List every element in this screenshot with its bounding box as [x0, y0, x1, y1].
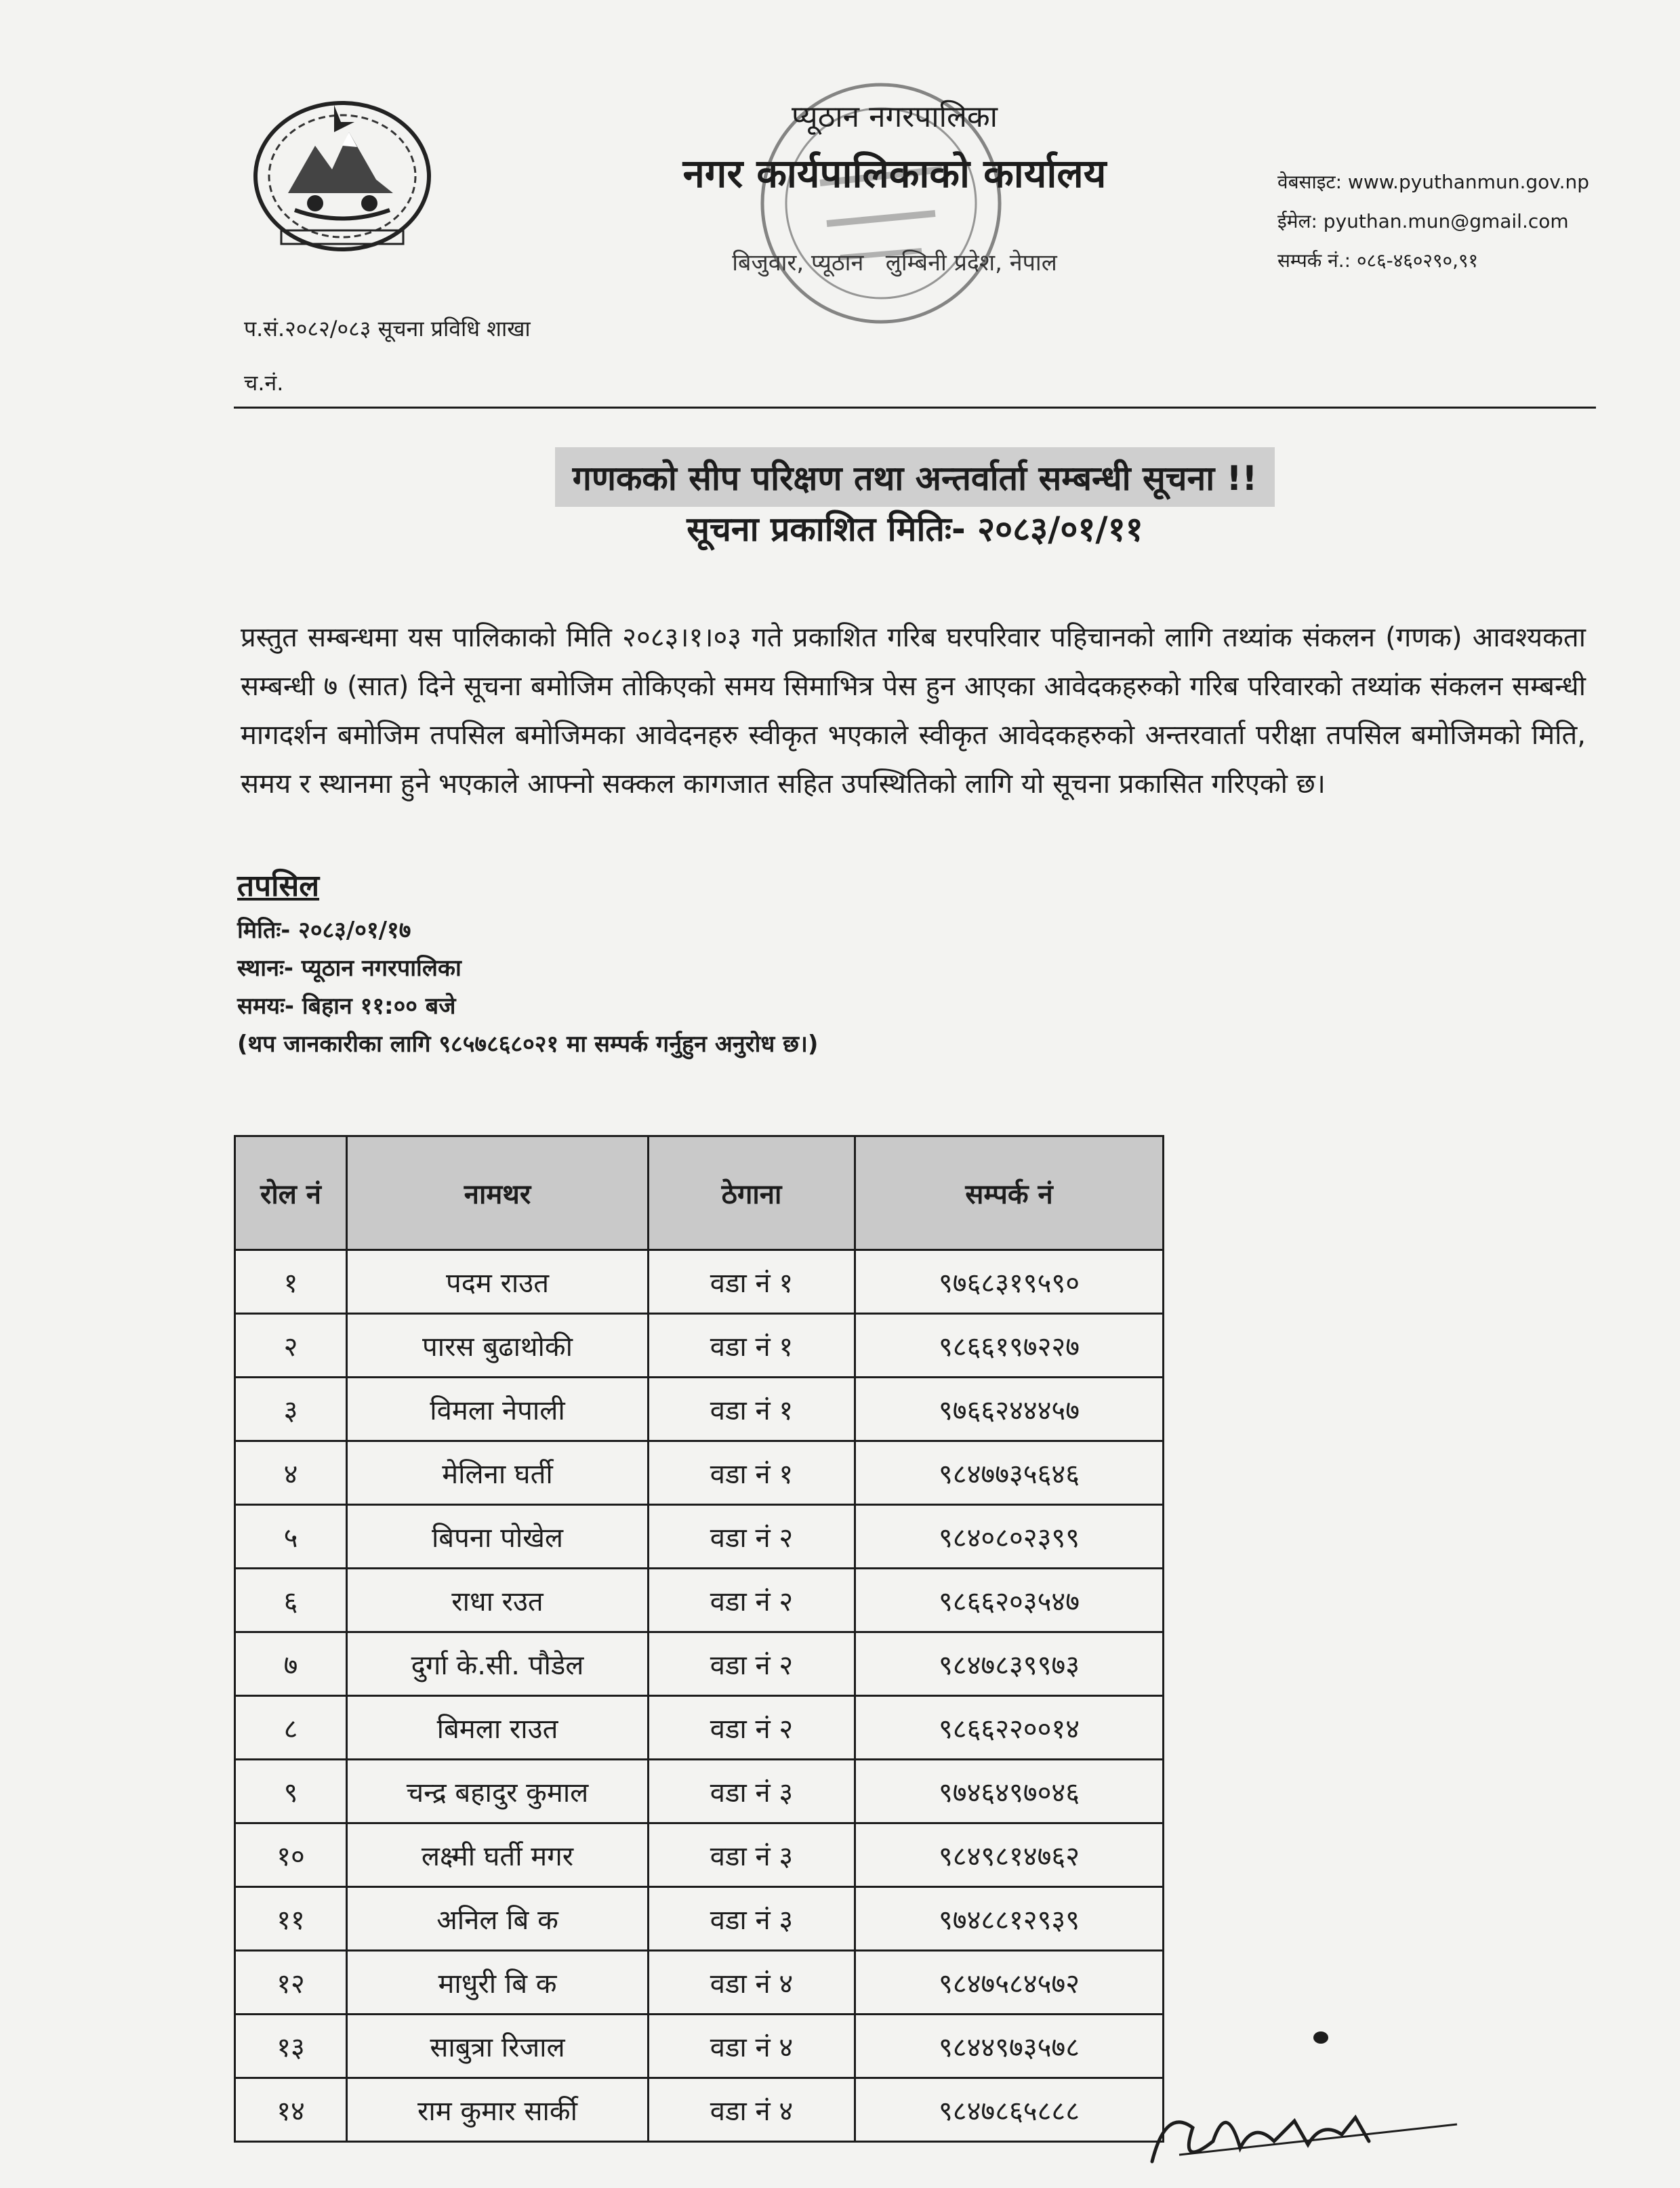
municipality-name: प्यूठान नगरपालिका: [791, 100, 998, 134]
notice-title: गणकको सीप परिक्षण तथा अन्तर्वार्ता सम्बन्धी सूचना !!: [555, 447, 1275, 507]
table-row: [235, 1314, 1164, 1378]
ink-dot: [1313, 2031, 1328, 2044]
interview-details: [237, 911, 818, 1063]
email-line: ईमेल: pyuthan.mun@gmail.com: [1277, 210, 1569, 232]
cell-address: वडा नं ४: [649, 1951, 855, 2015]
table-row: [235, 1951, 1164, 2015]
cell-contact: ९८६६१९७२२७: [855, 1314, 1164, 1378]
table-row: [235, 1250, 1164, 1314]
cell-address: वडा नं ३: [649, 1760, 855, 1823]
cell-contact: ९७६६२४४४५७: [855, 1378, 1164, 1441]
cell-name: पदम राउत: [347, 1250, 649, 1314]
cell-name: राम कुमार सार्की: [347, 2078, 649, 2142]
cell-contact: ९८४४९७३५७८: [855, 2015, 1164, 2078]
cell-roll: १: [235, 1250, 347, 1314]
cell-contact: ९७४६४९७०४६: [855, 1760, 1164, 1823]
cell-contact: ९८४९८१४७६२: [855, 1823, 1164, 1887]
published-date: सूचना प्रकाशित मितिः- २०८३/०१/११: [687, 510, 1143, 549]
cell-roll: ६: [235, 1569, 347, 1632]
header-contact: सम्पर्क नं: [855, 1136, 1164, 1250]
cell-name: राधा रउत: [347, 1569, 649, 1632]
cell-name: पारस बुढाथोकी: [347, 1314, 649, 1378]
cell-address: वडा नं ४: [649, 2078, 855, 2142]
cell-contact: ९८४७८३९९७३: [855, 1632, 1164, 1696]
dispatch-number: च.नं.: [244, 370, 284, 396]
cell-roll: ५: [235, 1505, 347, 1569]
cell-address: वडा नं १: [649, 1250, 855, 1314]
cell-name: बिपना पोखेल: [347, 1505, 649, 1569]
cell-name: मेलिना घर्ती: [347, 1441, 649, 1505]
cell-address: वडा नं २: [649, 1696, 855, 1760]
cell-address: वडा नं १: [649, 1314, 855, 1378]
cell-name: विमला नेपाली: [347, 1378, 649, 1441]
table-row: [235, 1378, 1164, 1441]
cell-name: बिमला राउत: [347, 1696, 649, 1760]
cell-roll: ७: [235, 1632, 347, 1696]
office-location: [610, 246, 1179, 277]
header-divider: [234, 407, 1596, 409]
cell-address: वडा नं १: [649, 1441, 855, 1505]
nepal-emblem-icon: [247, 91, 437, 261]
cell-address: वडा नं ४: [649, 2015, 855, 2078]
cell-address: वडा नं २: [649, 1505, 855, 1569]
cell-name: चन्द्र बहादुर कुमाल: [347, 1760, 649, 1823]
notice-body: प्रस्तुत सम्बन्धमा यस पालिकाको मिति २०८३।१।०३ गते प्रकाशित गरिब घरपरिवार पहिचानको लागि तथ्यांक संकलन (गणक) आवश्यकता सम्बन्धी ७ (सात) दिने सूचना बमोजिम तोकिएको समय सिमाभित्र पेस हुन आएका आवेदकहरुको गरिब परिवारको तथ्यांक संकलन सम्बन्धी मागदर्शन बमोजिम तपसिल बमोजिमका आवेदनहरु स्वीकृत भएकाले स्वीकृत आवेदकहरुको अन्तरवार्ता परीक्षा तपसिल बमोजिमको मिति, समय र स्थानमा हुने भएकाले आफ्नो सक्कल कागजात सहित उपस्थितिको लागि यो सूचना प्रकासित गरिएको छ।: [241, 622, 1586, 800]
table-row: [235, 1441, 1164, 1505]
cell-roll: ८: [235, 1696, 347, 1760]
cell-contact: ९८४७८६५८८८: [855, 2078, 1164, 2142]
place-line: स्थानः- प्यूठान नगरपालिका: [237, 955, 462, 982]
cell-roll: १३: [235, 2015, 347, 2078]
notice-title-wrap: [0, 447, 1680, 507]
cell-roll: ११: [235, 1887, 347, 1951]
cell-contact: ९८६६२०३५४७: [855, 1569, 1164, 1632]
cell-name: साबुत्रा रिजाल: [347, 2015, 649, 2078]
table-row: [235, 1760, 1164, 1823]
office-name: नगर कार्यपालिकाको कार्यालय: [682, 150, 1107, 197]
location-name: बिजुवार, प्यूठान: [732, 249, 864, 276]
website-line: वेबसाइट: www.pyuthanmun.gov.np: [1277, 171, 1590, 193]
cell-roll: ९: [235, 1760, 347, 1823]
cell-contact: ९८४७५८४५७२: [855, 1951, 1164, 2015]
time-line: समयः- बिहान ११:०० बजे: [237, 993, 456, 1020]
cell-roll: १४: [235, 2078, 347, 2142]
cell-roll: ३: [235, 1378, 347, 1441]
cell-address: वडा नं २: [649, 1632, 855, 1696]
header-name: नामथर: [347, 1136, 649, 1250]
table-row: [235, 1505, 1164, 1569]
contact-line: (थप जानकारीका लागि ९८५७८६८०२१ मा सम्पर्क गर्नुहुन अनुरोध छ।): [237, 1031, 819, 1058]
phone-line: सम्पर्क नं.: ०८६-४६०२९०,९१: [1277, 249, 1479, 272]
table-header-row: [235, 1136, 1164, 1250]
province-name: लुम्बिनी प्रदेश, नेपाल: [885, 249, 1057, 276]
table-row: [235, 1632, 1164, 1696]
table-row: [235, 1696, 1164, 1760]
cell-address: वडा नं २: [649, 1569, 855, 1632]
cell-contact: ९७६८३१९५९०: [855, 1250, 1164, 1314]
applicants-table: [234, 1135, 1164, 2143]
cell-contact: ९८४७७३५६४६: [855, 1441, 1164, 1505]
table-row: [235, 1887, 1164, 1951]
signature-icon: [1139, 2080, 1464, 2182]
cell-name: अनिल बि क: [347, 1887, 649, 1951]
cell-name: दुर्गा के.सी. पौडेल: [347, 1632, 649, 1696]
cell-contact: ९८६६२२००१४: [855, 1696, 1164, 1760]
header-address: ठेगाना: [649, 1136, 855, 1250]
header-roll: रोल नं: [235, 1136, 347, 1250]
table-row: [235, 1823, 1164, 1887]
cell-contact: ९७४८८१२९३९: [855, 1887, 1164, 1951]
cell-address: वडा नं १: [649, 1378, 855, 1441]
contact-block: [1277, 163, 1589, 281]
cell-name: माधुरी बि क: [347, 1951, 649, 2015]
cell-address: वडा नं ३: [649, 1823, 855, 1887]
cell-roll: २: [235, 1314, 347, 1378]
table-row: [235, 1569, 1164, 1632]
cell-roll: ४: [235, 1441, 347, 1505]
cell-address: वडा नं ३: [649, 1887, 855, 1951]
cell-contact: ९८४०८०२३९९: [855, 1505, 1164, 1569]
table-row: [235, 2015, 1164, 2078]
cell-roll: १०: [235, 1823, 347, 1887]
table-row: [235, 2078, 1164, 2142]
reference-number: प.सं.२०८२/०८३ सूचना प्रविधि शाखा: [244, 316, 531, 342]
cell-roll: १२: [235, 1951, 347, 2015]
cell-name: लक्ष्मी घर्ती मगर: [347, 1823, 649, 1887]
tapasil-heading: तपसिल: [237, 869, 320, 903]
office-header: [610, 95, 1179, 277]
reference-block: [244, 302, 531, 410]
date-line: मितिः- २०८३/०१/१७: [237, 917, 411, 944]
